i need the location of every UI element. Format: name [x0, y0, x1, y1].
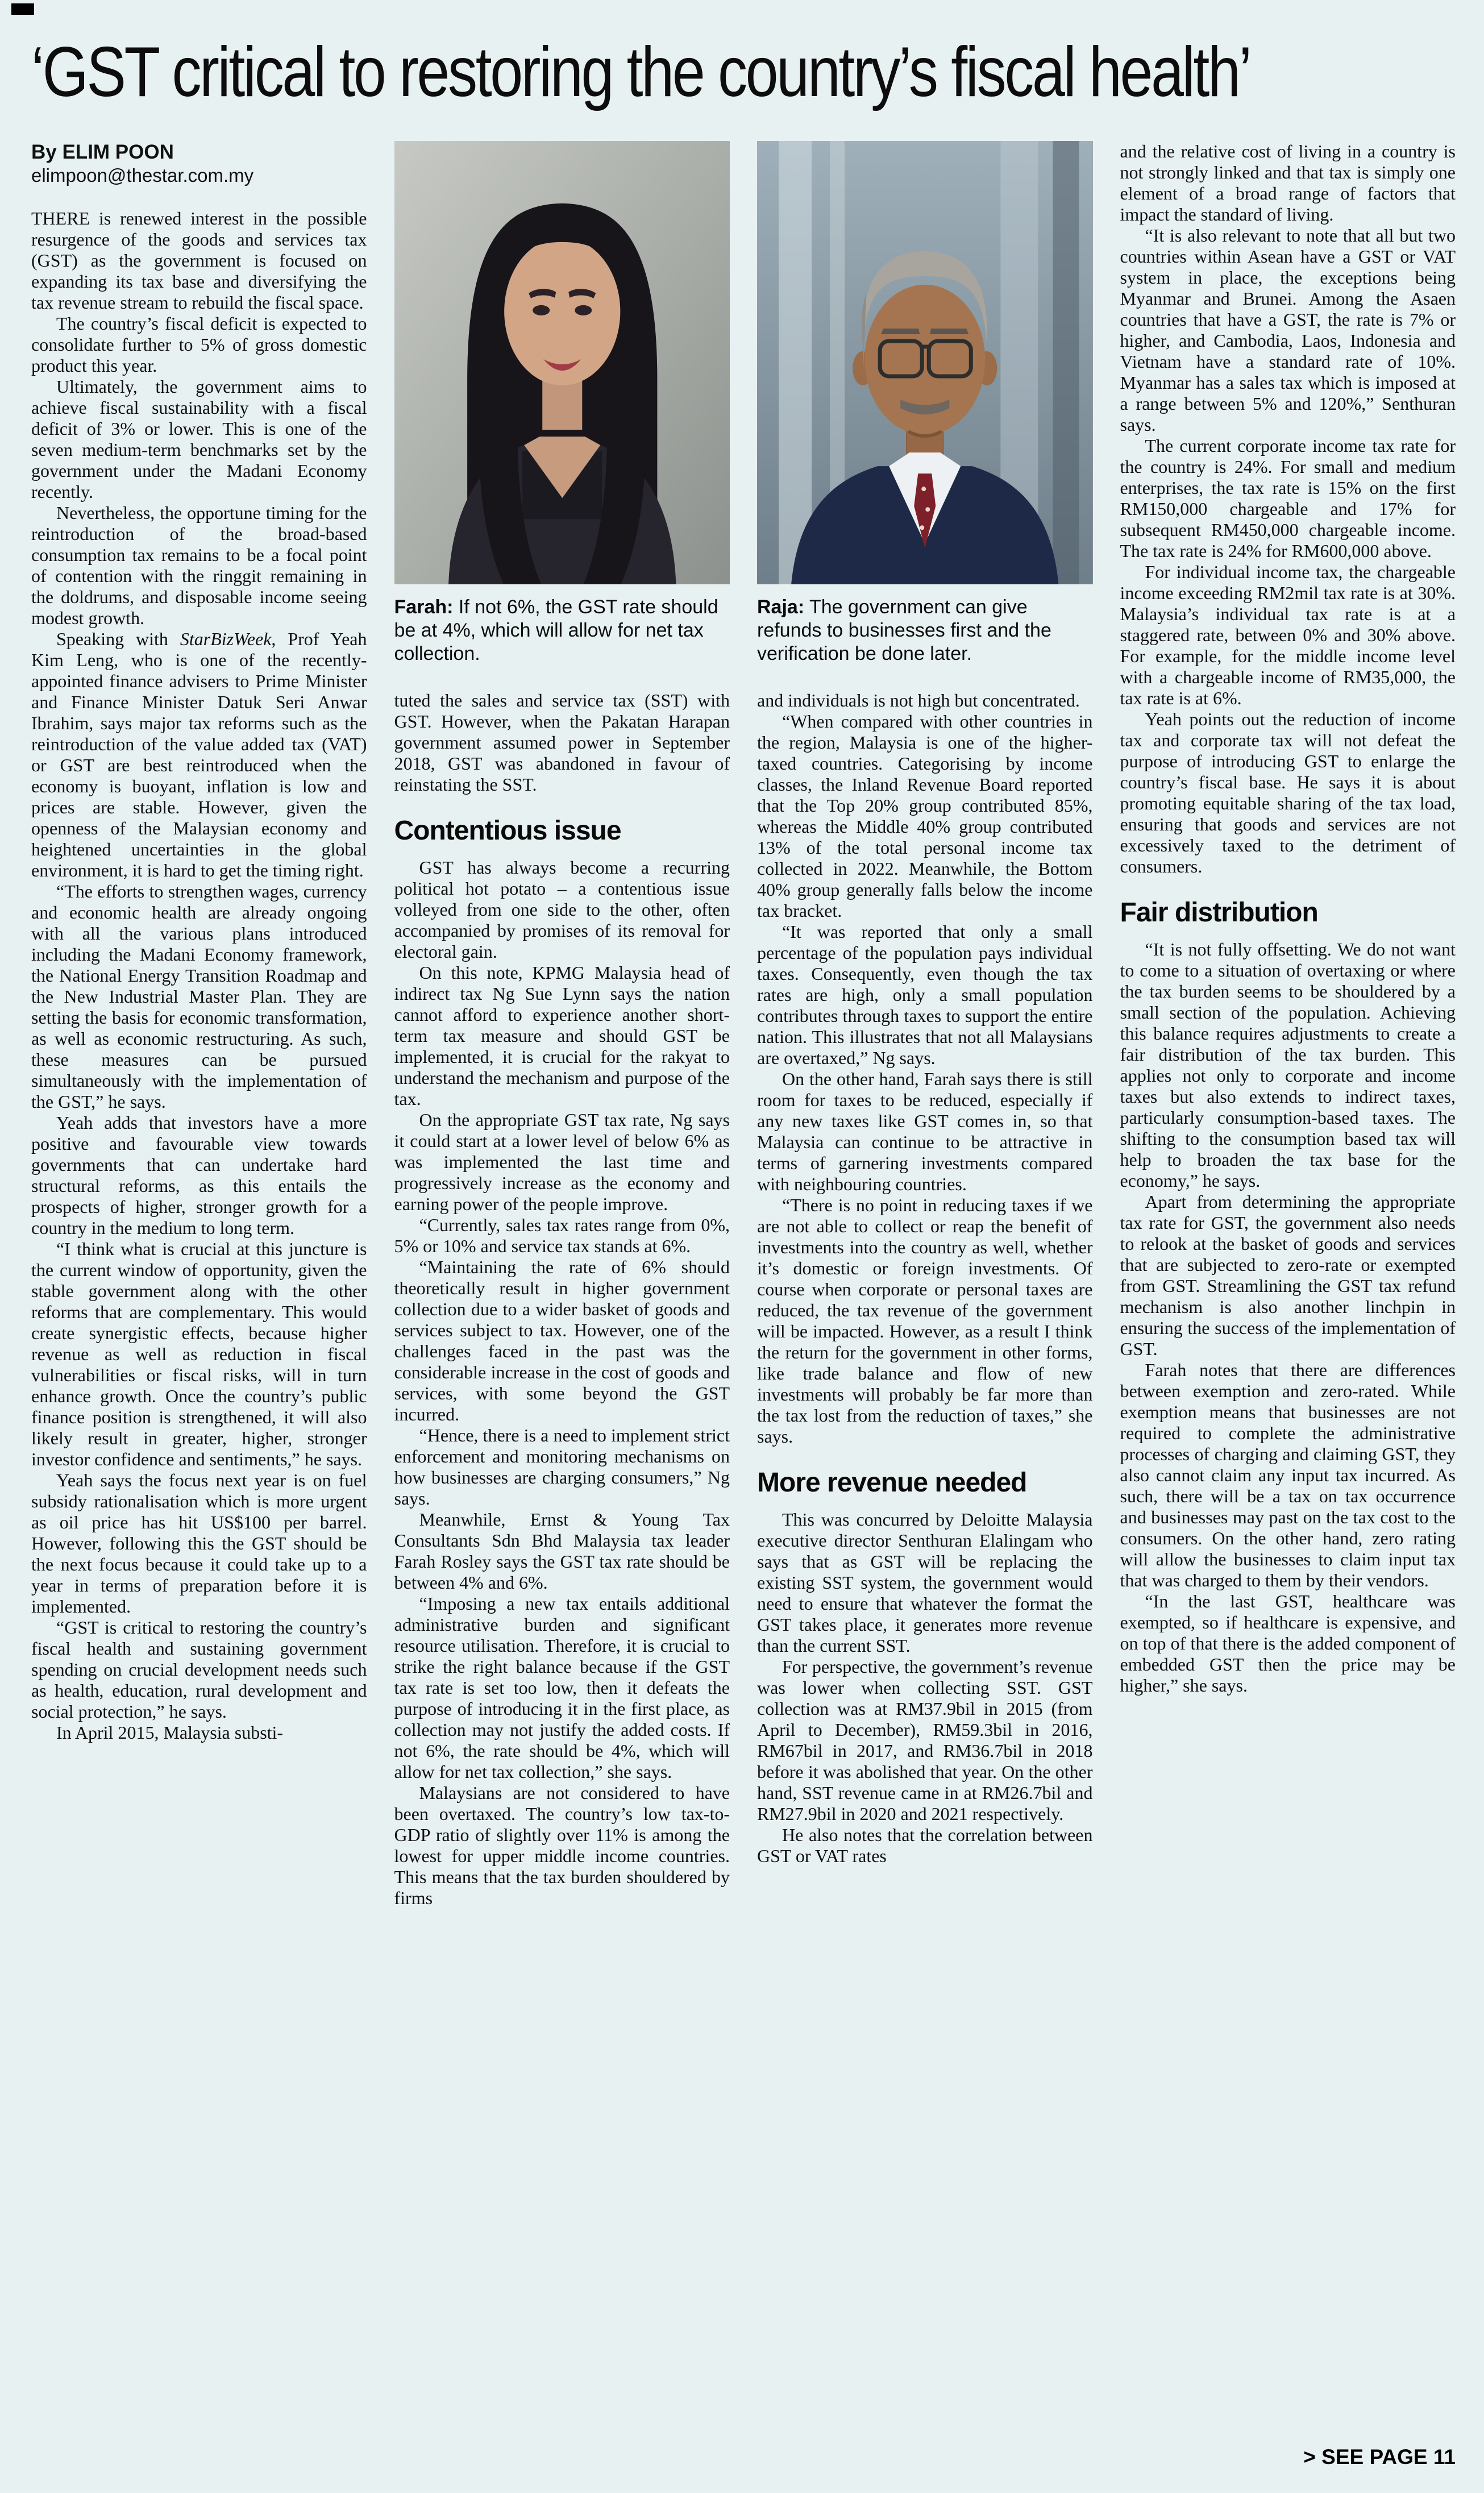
- photo-figure-farah: [394, 141, 730, 682]
- page-corner-mark: [11, 3, 34, 15]
- paragraph: “It was reported that only a small percentage of the population pays individual taxes. Consequently, even though the tax rates are high, only a small population contributes through taxes to support the entire nation. This illustrates that not all Malaysians are overtaxed,” Ng says.: [757, 921, 1093, 1068]
- paragraph: “There is no point in reducing taxes if we are not able to collect or reap the benefit of investments into the country as well, whether it’s domestic or foreign investments. Of course when corporate or personal taxes are reduced, the tax revenue of the government will be impacted. However, as a result I think the return for the government in other forms, like trade balance and flow of new investments will probably be far more than the tax lost from the reduction of taxes,” she says.: [757, 1195, 1093, 1447]
- paragraph: “Currently, sales tax rates range from 0%, 5% or 10% and service tax stands at 6%.: [394, 1215, 730, 1257]
- byline-author: By ELIM POON: [31, 141, 174, 163]
- caption-name-raja: Raja:: [757, 596, 805, 618]
- paragraph: Farah notes that there are differences between exemption and zero-rated. While exemption means that businesses are not required to complete the administrative processes of charging and claiming GST, they also cannot claim any input tax incurred. As such, there will be a tax on tax occurrence and businesses may past on the tax cost to the consumers. On the other hand, zero rating will allow the businesses to claim input tax that was charged to them by their vendors.: [1120, 1360, 1456, 1591]
- section-heading: Fair distribution: [1120, 898, 1318, 928]
- paragraph: “When compared with other countries in the region, Malaysia is one of the higher-taxed countries. Categorising by income classes, the Inland Revenue Board reported that the Top 20% group contributed 85%, whereas the Middle 40% group contributed 13% of the total personal income tax collected in 2022. Meanwhile, the Bottom 40% group generally falls below the income tax bracket.: [757, 711, 1093, 921]
- byline: [31, 141, 367, 189]
- article-column-4: [1120, 141, 1456, 2493]
- paragraph: “It is not fully offsetting. We do not want to come to a situation of overtaxing or where the tax burden seems to be shouldered by a small section of the population. Achieving this balance requires adjustments to create a fair distribution of the tax burden. This applies not only to corporate and income taxes but also extends to indirect taxes, particularly consumption-based taxes. The shifting to the consumption based tax will help to broaden the tax base for the economy,” he says.: [1120, 939, 1456, 1191]
- see-page-reference: > SEE PAGE 11: [1303, 2445, 1456, 2469]
- paragraph: Speaking with StarBizWeek, Prof Yeah Kim Leng, who is one of the recently-appointed finance advisers to Prime Minister and Finance Minister Datuk Seri Anwar Ibrahim, says major tax reforms such as the reintroduction of the value added tax (VAT) or GST are best reintroduced when the economy is buoyant, inflation is low and prices are stable. However, given the openness of the Malaysian economy and heightened uncertainties in the global environment, it is hard to get the timing right.: [31, 628, 367, 880]
- paragraph: In April 2015, Malaysia substi-: [56, 1722, 284, 1743]
- paragraph: On the other hand, Farah says there is still room for taxes to be reduced, especially if any new taxes like GST comes in, so that Malaysia can continue to be attractive in terms of garnering investments compared with neighbouring countries.: [757, 1069, 1093, 1194]
- caption-text-raja: The government can give refunds to businesses first and the verification be done later.: [757, 596, 1051, 664]
- paragraph: “I think what is crucial at this juncture is the current window of opportunity, given the stable government along with the other reforms that are complementary. This would create synergistic effects, because higher revenue as well as reduction in fiscal vulnerabilities or fiscal risks, will in turn enhance growth. Once the country’s public finance position is strengthened, it will also likely result in greater, higher, stronger investor confidence and sentiments,” he says.: [31, 1238, 367, 1469]
- section-heading: More revenue needed: [757, 1468, 1027, 1498]
- article-column-3: [757, 141, 1093, 2493]
- paragraph: This was concurred by Deloitte Malaysia executive director Senthuran Elalingam who says that as GST will be replacing the existing SST system, the government would need to ensure that whatever the format the GST takes place, it generates more revenue than the current SST.: [757, 1509, 1093, 1656]
- paragraph: “The efforts to strengthen wages, currency and economic health are already ongoing with all the various plans introduced including the Madani Economy framework, the National Energy Transition Roadmap and the New Industrial Master Plan. They are setting the basis for economic transformation, as well as economic restructuring. As such, these measures can be pursued simultaneously with the implementation of the GST,” he says.: [31, 880, 367, 1112]
- caption-name-farah: Farah:: [394, 596, 454, 618]
- page-title: ‘GST critical to restoring the country’s fiscal health’: [31, 33, 1250, 111]
- section-heading: Contentious issue: [394, 816, 621, 846]
- paragraph: “Imposing a new tax entails additional administrative burden and significant resource utilisation. Therefore, it is crucial to strike the right balance because if the GST tax rate is set too low, then it defeats the purpose of introducing it in the first place, as collection may not justify the added costs. If not 6%, the rate should be 4%, which will allow for net tax collection,” she says.: [394, 1593, 730, 1783]
- paragraph: “It is also relevant to note that all but two countries within Asean have a GST or VAT system in place, the exceptions being Myanmar and Brunei. Among the Asaen countries that have a GST, the rate is 7% or higher, and Cambodia, Laos, Indonesia and Vietnam have a standard rate of 10%. Myanmar has a sales tax which is imposed at a range between 5% and 120%,” Senthuran says.: [1120, 225, 1456, 435]
- paragraph: Yeah points out the reduction of income tax and corporate tax will not defeat the purpose of introducing GST to enlarge the country’s fiscal base. He says it is about promoting equitable sharing of the tax load, ensuring that goods and services are not excessively taxed to the detriment of consumers.: [1120, 709, 1456, 876]
- paragraph: Apart from determining the appropriate tax rate for GST, the government also needs to relook at the basket of goods and services that are subjected to zero-rate or exempted from GST. Streamlining the GST tax refund mechanism is also another linchpin in ensuring the success of the implementation of GST.: [1120, 1191, 1456, 1360]
- paragraph: THERE is renewed interest in the possible resurgence of the goods and services tax (GST) as the government is focused on expanding its tax base and diversifying the tax revenue stream to rebuild the fiscal space.: [31, 207, 367, 313]
- article-column-1: [31, 141, 367, 2493]
- photo-raja: [757, 141, 1093, 584]
- article-body: [31, 141, 1456, 2493]
- paragraph: “In the last GST, healthcare was exempted, so if healthcare is expensive, and on top of that there is the added component of embedded GST then the price may be higher,” she says.: [1120, 1591, 1456, 1696]
- caption-text-farah: If not 6%, the GST rate should be at 4%, which will allow for net tax collection.: [394, 596, 718, 664]
- photo-farah: [394, 141, 730, 584]
- paragraph: For individual income tax, the chargeable income exceeding RM2mil tax rate is at 30%. Malaysia’s individual tax rate is at a staggered rate, between 0% and 30% above. For example, for the middle income level with a chargeable income of RM35,000, the tax rate is at 6%.: [1120, 562, 1456, 708]
- paragraph: Yeah adds that investors have a more positive and favourable view towards governments that can undertake hard structural reforms, as this entails the prospects of higher, stronger growth for a country in the medium to long term.: [31, 1112, 367, 1238]
- paragraph: Ultimately, the government aims to achieve fiscal sustainability with a fiscal deficit of 3% or lower. This is one of the seven medium-term benchmarks set by the government under the Madani Economy recently.: [31, 376, 367, 502]
- paragraph: Meanwhile, Ernst & Young Tax Consultants Sdn Bhd Malaysia tax leader Farah Rosley says the GST tax rate should be between 4% and 6%.: [394, 1509, 730, 1593]
- column-text: [757, 690, 1093, 1867]
- paragraph: “Hence, there is a need to implement strict enforcement and monitoring mechanisms on how businesses are charging consumers,” Ng says.: [394, 1425, 730, 1509]
- paragraph: Yeah says the focus next year is on fuel subsidy rationalisation which is more urgent as oil price has hit US$100 per barrel. However, following this the GST should be the next focus because it could take up to a year in terms of preparation before it is implemented.: [31, 1469, 367, 1617]
- paragraph: The current corporate income tax rate for the country is 24%. For small and medium enterprises, the tax rate is 15% on the first RM150,000 chargeable and 17% for subsequent RM450,000 chargeable income. The tax rate is 24% for RM600,000 above.: [1120, 435, 1456, 561]
- photo-caption-raja: [757, 596, 1093, 682]
- paragraph: tuted the sales and service tax (SST) with GST. However, when the Pakatan Harapan government assumed power in September 2018, GST was abandoned in favour of reinstating the SST.: [394, 690, 730, 795]
- paragraph: and individuals is not high but concentrated.: [757, 690, 1080, 710]
- paragraph: For perspective, the government’s revenue was lower when collecting SST. GST collection was at RM37.9bil in 2015 (from April to December), RM59.3bil in 2016, RM67bil in 2017, and RM36.7bil in 2018 before it was abolished that year. On the other hand, SST revenue came in at RM26.7bil and RM27.9bil in 2020 and 2021 respectively.: [757, 1656, 1093, 1825]
- photo-caption-farah: [394, 596, 730, 682]
- column-text: [1120, 141, 1456, 1696]
- paragraph: GST has always become a recurring political hot potato – a contentious issue volleyed from one side to the other, often accompanied by promises of its removal for electoral gain.: [394, 857, 730, 962]
- paragraph: “Maintaining the rate of 6% should theoretically result in higher government collection due to a wider basket of goods and services subject to tax. However, one of the challenges faced in the past was the considerable increase in the cost of goods and services, with some beyond the GST incurred.: [394, 1257, 730, 1425]
- column-text: [394, 690, 730, 1909]
- paragraph: The country’s fiscal deficit is expected to consolidate further to 5% of gross domestic product this year.: [31, 313, 367, 376]
- paragraph: Malaysians are not considered to have been overtaxed. The country’s low tax-to-GDP ratio of slightly over 11% is among the lowest for upper middle income countries. This means that the tax burden shouldered by firms: [394, 1783, 730, 1909]
- column-text: [31, 208, 367, 1743]
- byline-email: elimpoon@thestar.com.my: [31, 165, 254, 186]
- paragraph: He also notes that the correlation between GST or VAT rates: [757, 1825, 1093, 1867]
- paragraph: On the appropriate GST tax rate, Ng says it could start at a lower level of below 6% as was implemented the last time and progressively increase as the economy and earning power of the people improve.: [394, 1110, 730, 1215]
- paragraph: and the relative cost of living in a country is not strongly linked and that tax is simply one element of a broad range of factors that impact the standard of living.: [1120, 141, 1456, 225]
- photo-figure-raja: [757, 141, 1093, 682]
- paragraph: Nevertheless, the opportune timing for the reintroduction of the broad-based consumption tax remains to be a focal point of contention with the ringgit remaining in the doldrums, and disposable income seeing modest growth.: [31, 502, 367, 628]
- paragraph: On this note, KPMG Malaysia head of indirect tax Ng Sue Lynn says the nation cannot afford to experience another short-term tax measure and should GST be implemented, it is crucial for the rakyat to understand the mechanism and purpose of the tax.: [394, 962, 730, 1110]
- article-column-2: [394, 141, 730, 2493]
- paragraph: “GST is critical to restoring the country’s fiscal health and sustaining government spending on crucial development needs such as health, education, rural development and social protection,” he says.: [31, 1617, 367, 1722]
